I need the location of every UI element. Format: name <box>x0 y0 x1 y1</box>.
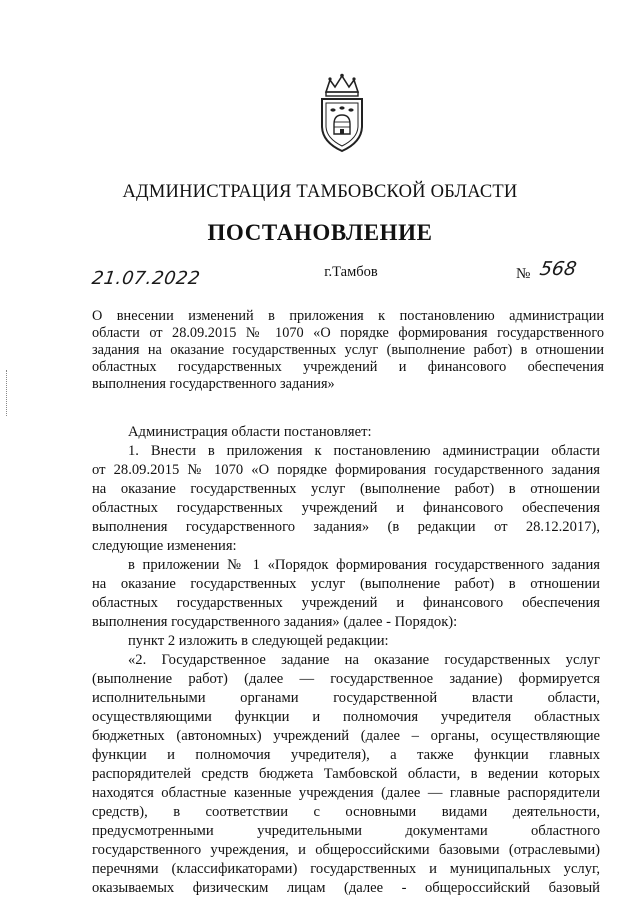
document-city: г.Тамбов <box>324 264 378 280</box>
body-line: функции и полномочия учредителя), а также функции главных <box>92 747 600 763</box>
body-line: выполнения государственного задания» (далее - Порядок): <box>92 614 458 630</box>
document-number-handwritten: 568 <box>538 258 579 280</box>
body-line: выполнения государственного задания» (в редакции от 28.12.2017), <box>92 519 600 535</box>
coat-of-arms-icon <box>316 72 368 154</box>
body-line: оказываемых физическим лицам (далее - общероссийский базовый <box>92 880 600 896</box>
body-line: на оказание государственных услуг (выполнение работ) в отношении <box>92 576 600 592</box>
coat-of-arms-emblem <box>316 72 368 154</box>
subject-line: задания на оказание государственных услуг (выполнение работ) в отношении <box>92 342 604 358</box>
document-subject <box>92 308 604 393</box>
body-line: осуществляющими функции и полномочия учредителя областных <box>92 709 600 725</box>
document-body <box>92 423 600 898</box>
body-line: распорядителей средств бюджета Тамбовской области, в ведении которых <box>92 766 600 782</box>
body-line: пункт 2 изложить в следующей редакции: <box>128 633 389 649</box>
body-line: на оказание государственных услуг (выполнение работ) в отношении <box>92 481 600 497</box>
body-line: в приложении № 1 «Порядок формирования государственного задания <box>128 557 600 573</box>
organization-title: АДМИНИСТРАЦИЯ ТАМБОВСКОЙ ОБЛАСТИ <box>122 182 518 202</box>
body-line: от 28.09.2015 № 1070 «О порядке формирования государственного задания <box>92 462 600 478</box>
body-line: (выполнение работ) (далее — государственное задание) формируется <box>92 671 600 687</box>
subject-line: областных государственных учреждений и финансового обеспечения <box>92 359 604 375</box>
body-line: бюджетных (автономных) учреждений (далее – органы, осуществляющие <box>92 728 600 744</box>
body-line: исполнительными органами государственной власти области, <box>92 690 600 706</box>
subject-line: выполнения государственного задания» <box>92 376 335 392</box>
body-line: находятся областные казенные учреждения (далее — главные распорядители <box>92 785 600 801</box>
body-line: Администрация области постановляет: <box>128 424 372 440</box>
document-date-handwritten: 21.07.2022 <box>90 268 202 289</box>
body-line: 1. Внести в приложения к постановлению администрации области <box>128 443 600 459</box>
body-line: перечнями (классификаторами) государственных и муниципальных услуг, <box>92 861 600 877</box>
document-type-title: ПОСТАНОВЛЕНИЕ <box>207 220 433 245</box>
document-number-label: № <box>516 266 531 282</box>
body-line: следующие изменения: <box>92 538 237 554</box>
body-line: средств), в соответствии с основными видами деятельности, <box>92 804 600 820</box>
subject-line: О внесении изменений в приложения к постановлению администрации <box>92 308 604 324</box>
body-line: государственного учреждения, и общероссийскими базовыми (отраслевыми) <box>92 842 600 858</box>
subject-line: области от 28.09.2015 № 1070 «О порядке формирования государственного <box>92 325 604 341</box>
body-line: «2. Государственное задание на оказание государственных услуг <box>128 652 600 668</box>
body-line: областных государственных учреждений и финансового обеспечения <box>92 595 600 611</box>
body-line: предусмотренными учредительными документами областного <box>92 823 600 839</box>
body-line: областных государственных учреждений и финансового обеспечения <box>92 500 600 516</box>
scan-margin-mark <box>6 370 9 416</box>
